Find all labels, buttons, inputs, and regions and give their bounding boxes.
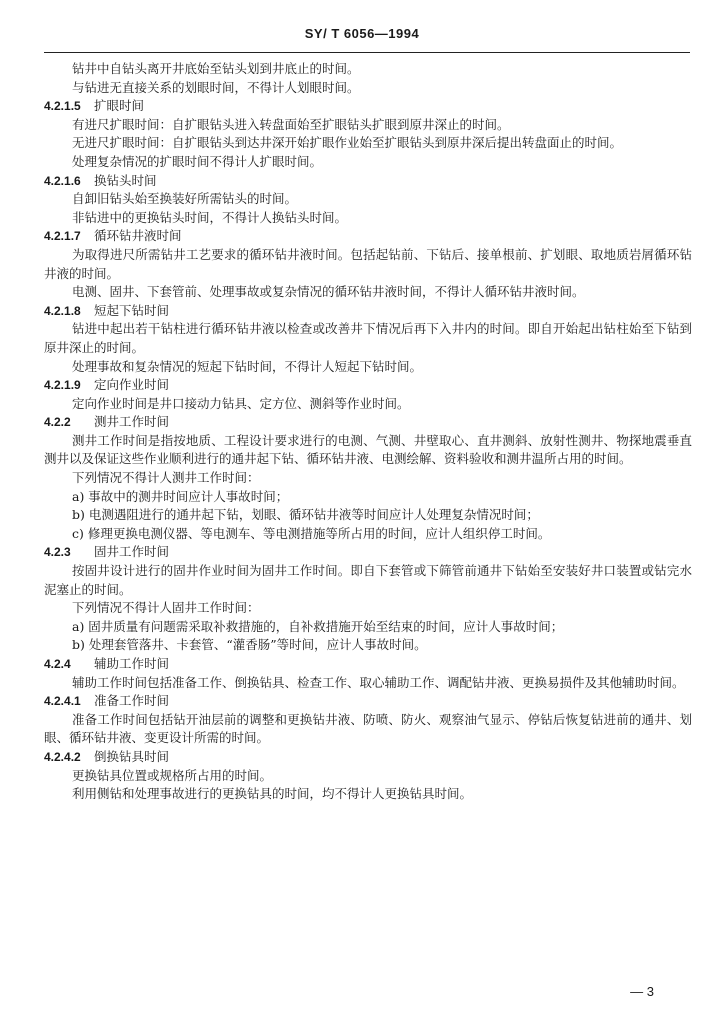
list-item: a) 事故中的测井时间应计人事故时间； [72, 488, 289, 504]
section-number: 4.2.3 [44, 545, 71, 560]
section-heading [44, 543, 692, 562]
paragraph: 处理复杂情况的扩眼时间不得计人扩眼时间。 [72, 153, 323, 169]
paragraph: 辅助工作时间包括准备工作、倒换钻具、检查工作、取心辅助工作、调配钻井液、更换易损件及其他辅助时间。 [72, 674, 685, 690]
list-item: c) 修理更换电测仪器、等电测车、等电测措施等所占用的时间，应计人组织停工时间。 [72, 525, 551, 541]
section-heading [44, 655, 692, 674]
paragraph: 与钻进无直接关系的划眼时间，不得计人划眼时间。 [72, 79, 360, 95]
section-number: 4.2.4 [44, 657, 71, 671]
section-number: 4.2.2 [44, 415, 71, 430]
section-heading [44, 413, 692, 432]
section-title: 固井工作时间 [94, 544, 170, 560]
list-item: b) 处理套管落井、卡套管、“灌香肠”等时间，应计人事故时间。 [72, 637, 427, 653]
section-title: 循环钻井液时间 [94, 228, 182, 244]
paragraph: 下列情况不得计人固井工作时间： [72, 600, 260, 616]
paragraph: 按固井设计进行的固井作业时间为固井工作时间。即自下套管或下筛管前通井下钻始至安装好井口装置或钻完水泥塞止的时间。 [44, 563, 692, 597]
section-number: 4.2.4.1 [44, 694, 81, 709]
section-number: 4.2.1.6 [44, 173, 81, 188]
paragraph: 钻井中自钻头离开井底始至钻头划到井底止的时间。 [72, 61, 360, 76]
paragraph: 电测、固井、下套管前、处理事故或复杂情况的循环钻井液时间，不得计人循环钻井液时间。 [72, 284, 585, 300]
paragraph: 利用侧钻和处理事故进行的更换钻具的时间，均不得计人更换钻具时间。 [72, 786, 473, 802]
section-heading [44, 172, 692, 191]
header-rule [44, 52, 690, 53]
section-heading [44, 97, 692, 116]
paragraph: 有进尺扩眼时间：自扩眼钻头进入转盘面始至扩眼钻头扩眼到原井深止的时间。 [72, 116, 510, 132]
section-number: 4.2.4.2 [44, 749, 81, 764]
list-item: b) 电测遇阻进行的通井起下钻，划眼、循环钻井液等时间应计人处理复杂情况时间； [72, 507, 539, 523]
paragraph: 为取得进尺所需钻井工艺要求的循环钻井液时间。包括起钻前、下钻后、接单根前、扩划眼、取地质岩屑循环钻井液的时间。 [44, 246, 692, 281]
paragraph: 无进尺扩眼时间：自扩眼钻头到达井深开始扩眼作业始至扩眼钻头到原井深后提出转盘面止的时间。 [72, 135, 623, 151]
section-title: 定向作业时间 [94, 377, 170, 393]
page-header-standard-code: SY/ T 6056—1994 [304, 26, 420, 41]
section-number: 4.2.1.9 [44, 378, 81, 393]
section-title: 测井工作时间 [94, 414, 170, 430]
section-title: 倒换钻具时间 [94, 748, 170, 764]
paragraph: 自卸旧钻头始至换装好所需钻头的时间。 [72, 191, 298, 207]
section-title: 辅助工作时间 [94, 656, 170, 671]
section-heading [44, 748, 692, 767]
section-number: 4.2.1.8 [44, 303, 81, 318]
section-number: 4.2.1.7 [44, 229, 81, 244]
paragraph: 处理事故和复杂情况的短起下钻时间，不得计人短起下钻时间。 [72, 358, 423, 374]
page-number: — 3 [630, 984, 654, 999]
section-heading [44, 302, 692, 321]
section-heading [44, 376, 692, 395]
paragraph: 下列情况不得计人测井工作时间： [72, 470, 260, 486]
paragraph: 测井工作时间是指按地质、工程设计要求进行的电测、气测、井壁取心、直井测斜、放射性测井、物探地震垂直测井以及保证这些作业顺利进行的通井起下钻、循环钻井液、电测绘解、资料验收和测井温所占用的时间。 [44, 432, 692, 467]
paragraph: 钻进中起出若干钻柱进行循环钻井液以检查或改善井下情况后再下入井内的时间。即自开始起出钻柱始至下钻到原井深止的时间。 [44, 321, 692, 355]
section-title: 换钻头时间 [94, 172, 157, 188]
paragraph: 更换钻具位置或规格所占用的时间。 [72, 767, 273, 783]
document-body [44, 60, 692, 804]
paragraph: 准备工作时间包括钻开油层前的调整和更换钻井液、防喷、防火、观察油气显示、停钻后恢复钻进前的通井、划眼、循环钻井液、变更设计所需的时间。 [44, 711, 692, 746]
paragraph: 定向作业时间是井口接动力钻具、定方位、测斜等作业时间。 [72, 395, 410, 411]
section-title: 扩眼时间 [94, 98, 145, 114]
section-title: 准备工作时间 [94, 693, 170, 709]
section-title: 短起下钻时间 [94, 302, 170, 318]
list-item: a) 固井质量有问题需采取补救措施的，自补救措施开始至结束的时间，应计人事故时间； [72, 618, 564, 634]
section-heading [44, 227, 692, 246]
section-heading [44, 692, 692, 711]
section-number: 4.2.1.5 [44, 99, 81, 114]
paragraph: 非钻进中的更换钻头时间，不得计人换钻头时间。 [72, 209, 348, 225]
